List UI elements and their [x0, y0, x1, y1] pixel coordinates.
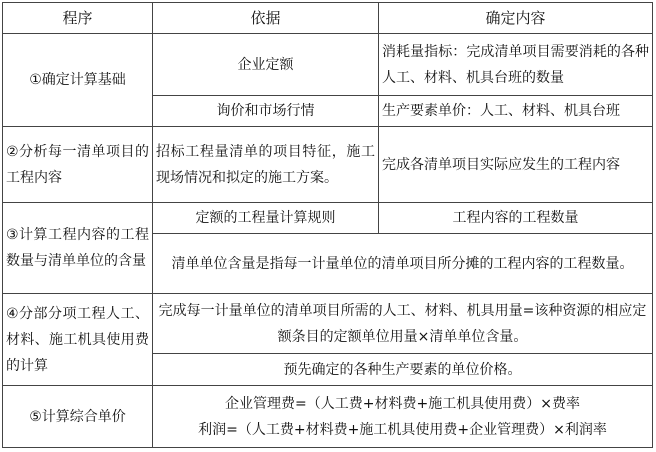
- table-row: [3, 386, 653, 448]
- formula-cell: [153, 386, 653, 448]
- header-procedure: 程序: [3, 3, 153, 34]
- pricing-procedure-table: [2, 2, 653, 448]
- unit-price-line: 预先确定的各种生产要素的单位价格。: [153, 354, 653, 386]
- basis-enterprise-quota: 企业定额: [153, 34, 379, 96]
- table-row: [3, 203, 653, 234]
- header-row: [3, 3, 653, 34]
- step-2-cell: ②分析每一清单项目的工程内容: [3, 127, 153, 203]
- step-1-cell: ①确定计算基础: [3, 34, 153, 127]
- resource-usage-line: 完成每一计量单位的清单项目所需的人工、材料、机具用量=该种资源的相应定额条目的定额单位用量×清单单位含量。: [153, 294, 653, 354]
- content-work-quantity: 工程内容的工程数量: [379, 203, 653, 234]
- step-3-cell: ③计算工程内容的工程数量与清单单位的含量: [3, 203, 153, 294]
- header-basis: 依据: [153, 3, 379, 34]
- basis-market-inquiry: 询价和市场行情: [153, 96, 379, 127]
- table-row: [3, 34, 653, 96]
- table-row: [3, 127, 653, 203]
- content-work-items: 完成各清单项目实际应发生的工程内容: [379, 127, 653, 203]
- step-5-cell: ⑤计算综合单价: [3, 386, 153, 448]
- basis-bill-features: 招标工程量清单的项目特征，施工现场情况和拟定的施工方案。: [153, 127, 379, 203]
- table-row: [3, 294, 653, 354]
- profit-formula: 利润=（人工费+材料费+施工机具使用费+企业管理费）×利润率: [198, 421, 607, 438]
- step-4-cell: ④分部分项工程人工、材料、施工机具使用费的计算: [3, 294, 153, 386]
- basis-quantity-rules: 定额的工程量计算规则: [153, 203, 379, 234]
- content-unit-price: 生产要素单价：人工、材料、机具台班: [379, 96, 653, 127]
- content-consumption-index: 消耗量指标：完成清单项目需要消耗的各种人工、材料、机具台班的数量: [379, 34, 653, 96]
- note-unit-content: 清单单位含量是指每一计量单位的清单项目所分摊的工程内容的工程数量。: [153, 234, 653, 294]
- header-content: 确定内容: [379, 3, 653, 34]
- management-fee-formula: 企业管理费=（人工费+材料费+施工机具使用费）×费率: [225, 395, 580, 412]
